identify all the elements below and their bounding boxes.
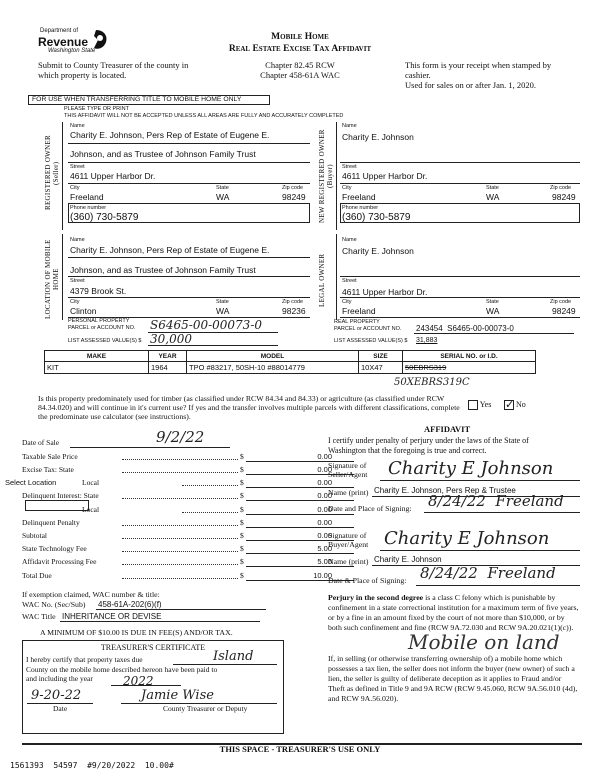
location-name-label: Name [70,237,85,243]
cert-county[interactable]: Island [213,649,254,664]
cell-make[interactable]: KIT [45,362,149,374]
serial-struck: 50EBRS319 [405,363,447,372]
location-zip-label: Zip code [282,299,304,305]
fee-label: Local [82,505,100,514]
submit-instruction: Submit to County Treasurer of the county in which property is located. [38,60,189,80]
cell-model[interactable]: TPO #83217, 50SH-10 #88014779 [187,362,359,374]
buyer-phone[interactable]: (360) 730-5879 [342,212,411,223]
select-location[interactable]: Select Location [5,478,57,487]
buyer-date-label: Date & Place of Signing: [328,576,407,585]
buyer-city[interactable]: Freeland [342,192,376,202]
dor-logo [38,26,110,58]
personal-assessed[interactable]: 30,000 [150,332,192,346]
used-for-text: Used for sales on or after Jan. 1, 2020. [405,80,537,90]
location-city-label: City [70,299,80,305]
fee-row [22,518,332,529]
real-assessed-label: LIST ASSESSED VALUE(S) $ [334,338,408,344]
dollar-sign: $ [240,478,244,487]
buyer-zip-label: Zip code [550,185,572,191]
receipt-text: This form is your receipt when stamped by cashier. [405,60,552,80]
cert-line2: County on the mobile home described hereon have been paid to and including the year [26,665,218,683]
fee-amount[interactable]: 0.00 [317,452,332,461]
wac-title[interactable]: INHERITANCE OR DEVISE [62,612,162,621]
col-size: SIZE [359,351,403,362]
sig-seller-label: Signature of Seller/Agent [328,461,368,479]
buyer-name[interactable]: Charity E. Johnson [342,132,414,142]
perjury-rest: is a class C felony which is punishable by confinement in a state correctional institution for a maximum term of five years, or by a fine in an amount fixed by the court of not more than $10,000, or by both such confinement and fine (RCW 9A.72.030 and RCW 9A.20.021(1)(c)). [328,593,579,632]
fee-label: Excise Tax: State [22,465,74,474]
col-model: MODEL [187,351,359,362]
legal-street-label: Street [342,278,357,284]
legal-zip[interactable]: 98249 [552,306,576,316]
transfer-notice: FOR USE WHEN TRANSFERRING TITLE TO MOBILE HOME ONLY [32,96,242,103]
dollar-sign: $ [240,571,244,580]
table-header-row [45,351,536,362]
agency-line2: Revenue [38,35,89,49]
fee-row [22,478,332,489]
cert-county-label: County Treasurer or Deputy [163,704,248,713]
affidavit-certify: I certify under penalty of perjury under the laws of the State of Washington that the foregoing is true and correct. [328,436,529,455]
seller-date-place[interactable]: 8/24/22 Freeland [428,492,564,510]
seller-state[interactable]: WA [216,192,230,202]
not-accepted: THIS AFFIDAVIT WILL NOT BE ACCEPTED UNLESS ALL AREAS ARE FULLY AND ACCURATELY COMPLETED [64,113,344,119]
personal-parcel[interactable]: S6465-00-00073-0 [150,318,263,332]
fee-amount[interactable]: 0.00 [317,491,332,500]
seller-name-label: Name [70,123,85,129]
seller-phone[interactable]: (360) 730-5879 [70,212,139,223]
legal-city-label: City [342,299,352,305]
no-checkbox[interactable] [504,400,514,410]
fee-row [22,465,332,476]
col-year: YEAR [149,351,187,362]
fee-label: Delinquent Interest: State [22,491,99,500]
buyer-side-label: NEW REGISTERED OWNER (Buyer) [318,129,334,223]
timber-yes[interactable] [468,400,491,410]
chapter-rcw: Chapter 82.45 RCW [265,60,335,70]
fee-amount[interactable]: 5.00 [317,544,332,553]
type-print: PLEASE TYPE OR PRINT [64,106,130,112]
dollar-sign: $ [240,544,244,553]
fee-label: State Technology Fee [22,544,87,553]
legal-zip-label: Zip code [550,299,572,305]
perjury-lead: Perjury in the second degree [328,593,424,602]
wac-no-label: WAC No. (Sec/Sub) [22,600,86,609]
fee-label: Subtotal [22,531,48,540]
cert-signature[interactable]: Jamie Wise [141,688,214,703]
check-mark-icon: ✓ [505,399,515,412]
sig-buyer-label: Signature of Buyer/Agent [328,531,369,549]
dollar-sign: $ [240,491,244,500]
fee-label: Total Due [22,571,52,580]
fee-amount[interactable]: 0.00 [317,518,332,527]
timber-question: Is this property predominately used for timber (as classified under RCW 84.34 and 84.33) or agriculture (as classified under RCW 84.34.020) and will continue in it's current use? If yes and the transfer involves multiple parcels with different classifications, complete the predominate use calculator (see instructions). [38,394,460,421]
mobile-home-table [44,350,536,374]
location-zip[interactable]: 98236 [282,306,306,316]
cell-size[interactable]: 10X47 [359,362,403,374]
fee-row [22,544,332,555]
buyer-date-place[interactable]: 8/24/22 Freeland [420,564,556,582]
wac-title-label: WAC Title [22,612,56,621]
legal-city[interactable]: Freeland [342,306,376,316]
fee-row [22,452,332,463]
cert-title: TREASURER'S CERTIFICATE [100,643,206,652]
fee-row [22,557,332,568]
buyer-street[interactable]: 4611 Upper Harbor Dr. [342,171,428,181]
fee-amount[interactable]: 0.00 [317,478,332,487]
fee-amount[interactable]: 0.00 [317,465,332,474]
fee-amount[interactable]: 5.00 [317,557,332,566]
buyer-street-label: Street [342,164,357,170]
seller-name1[interactable]: Charity E. Johnson, Pers Rep of Estate of Eugene E. [70,130,270,140]
timber-no[interactable] [504,400,526,410]
fee-row [22,571,332,582]
fee-label: Delinquent Penalty [22,518,80,527]
real-parcel[interactable]: 243454 S6465-00-00073-0 [416,324,514,333]
buyer-name-label: Name [342,123,357,129]
real-parcel-label: PARCEL or ACCOUNT NO. [334,326,402,332]
yes-label: Yes [479,400,492,409]
legal-street[interactable]: 4611 Upper Harbor Dr. [342,287,428,297]
seller-street[interactable]: 4611 Upper Harbor Dr. [70,171,156,181]
legal-name-label: Name [342,237,357,243]
fee-label: Affidavit Processing Fee [22,557,97,566]
seller-signature[interactable]: Charity E Johnson [388,458,554,479]
buyer-signature[interactable]: Charity E Johnson [384,528,550,549]
personal-assessed-label: LIST ASSESSED VALUE(S) $ [68,338,142,344]
cert-year[interactable]: 2022 [123,674,154,688]
seller-date-label: Date and Place of Signing: [328,504,412,513]
fee-amount[interactable]: 0.00 [317,505,332,514]
seller-phone-label: Phone number [70,205,107,211]
wac-no[interactable]: 458-61A-202(6)(f) [98,600,162,609]
location-street[interactable]: 4379 Brook St. [70,286,127,296]
fee-amount[interactable]: 0.00 [317,531,332,540]
personal-property-label: PERSONAL PROPERTY [68,318,130,324]
location-street-label: Street [70,278,85,284]
buyer-block [340,122,580,234]
agency-line3: Washington State [48,48,96,54]
seller-state-label: State [216,185,229,191]
dollar-sign: $ [240,505,244,514]
form-title1: Mobile Home [271,32,329,42]
legal-name[interactable]: Charity E. Johnson [342,246,414,256]
seller-city[interactable]: Freeland [70,192,104,202]
seller-zip-label: Zip code [282,185,304,191]
real-assessed[interactable]: 31,883 [416,337,438,344]
location-state-label: State [216,299,229,305]
col-serial: SERIAL NO. or I.D. [403,351,536,362]
seller-side-label: REGISTERED OWNER (Seller) [44,135,60,211]
personal-parcel-label: PARCEL or ACCOUNT NO. [68,325,136,331]
perjury-notice [328,593,580,633]
form-title2: Real Estate Excise Tax Affidavit [228,44,372,54]
seller-city-label: City [70,185,80,191]
date-of-sale-label: Date of Sale [22,438,60,447]
location-side-label: LOCATION OF MOBILE HOME [44,239,60,319]
agency-line1: Department of [40,28,79,34]
yes-checkbox[interactable] [468,400,478,410]
seller-block [68,122,310,234]
recording-stamp: 1561393 54597 #9/20/2022 10.00# [10,761,174,770]
dollar-sign: $ [240,518,244,527]
date-of-sale[interactable]: 9/2/22 [156,428,205,446]
dollar-sign: $ [240,531,244,540]
cert-line1: I hereby certify that property taxes due [26,655,143,664]
mobile-on-land: Mobile on land [408,630,560,654]
location-name1[interactable]: Charity E. Johnson, Pers Rep of Estate of Eugene E. [70,245,270,255]
fee-amount[interactable]: 10.00 [313,571,332,580]
buyer-state-label: State [486,185,499,191]
dollar-sign: $ [240,452,244,461]
buyer-print-label: Name (print) [328,557,369,566]
buyer-phone-label: Phone number [342,205,379,211]
cell-year[interactable]: 1964 [149,362,187,374]
treasurer-certificate [22,640,284,734]
buyer-zip[interactable]: 98249 [552,192,576,202]
location-state[interactable]: WA [216,306,230,316]
affidavit-title: AFFIDAVIT [424,424,471,434]
buyer-city-label: City [342,185,352,191]
seller-name2[interactable]: Johnson, and as Trustee of Johnson Family Trust [70,149,256,159]
real-property-label: REAL PROPERTY [334,319,380,325]
legal-block [340,236,580,318]
dollar-sign: $ [240,557,244,566]
cert-date-label: Date [53,704,68,713]
location-name2[interactable]: Johnson, and as Trustee of Johnson Family Trust [70,265,256,275]
location-city[interactable]: Clinton [70,306,97,316]
seller-street-label: Street [70,164,85,170]
fee-row [22,531,332,542]
real-property-block [334,319,584,349]
legal-side-label: LEGAL OWNER [318,253,326,307]
chapter-wac: Chapter 458-61A WAC [260,70,340,80]
col-make: MAKE [45,351,149,362]
table-row [45,362,536,374]
buyer-state[interactable]: WA [486,192,500,202]
seller-print[interactable]: Charity E. Johnson, Pers Rep & Trustee [374,486,516,495]
legal-state-label: State [486,299,499,305]
exemption-text: If exemption claimed, WAC number & title: [22,590,160,599]
location-select-box[interactable] [25,500,89,511]
cert-date[interactable]: 9-20-22 [31,688,82,703]
fee-label: Local [82,478,100,487]
fee-label: Taxable Sale Price [22,452,78,461]
serial-correction: 50XEBRS319C [394,377,470,388]
buyer-print[interactable]: Charity E. Johnson [374,555,442,564]
personal-property-block [68,318,310,348]
dollar-sign: $ [240,465,244,474]
no-label: No [516,400,526,409]
legal-state[interactable]: WA [486,306,500,316]
seller-print-label: Name (print) [328,488,369,497]
cell-serial[interactable] [403,362,536,374]
minimum-due: A MINIMUM OF $10.00 IS DUE IN FEE(S) AND/OR TAX. [40,628,233,637]
tax-lien-notice: If, in selling (or otherwise transferring ownership of) a mobile home which possesses a tax lien, the seller does not inform the buyer (new owner) of such a lien, the seller is guilty of deliberate deception as it applies to Fraud and/or Theft as defined in Title 9 and 9A RCW (RCW 9.45.060, RCW 9A.56.010 (4d), and RCW 9A.56.020). [328,654,578,703]
seller-zip[interactable]: 98249 [282,192,306,202]
treasurer-space: THIS SPACE - TREASURER'S USE ONLY [219,744,381,754]
